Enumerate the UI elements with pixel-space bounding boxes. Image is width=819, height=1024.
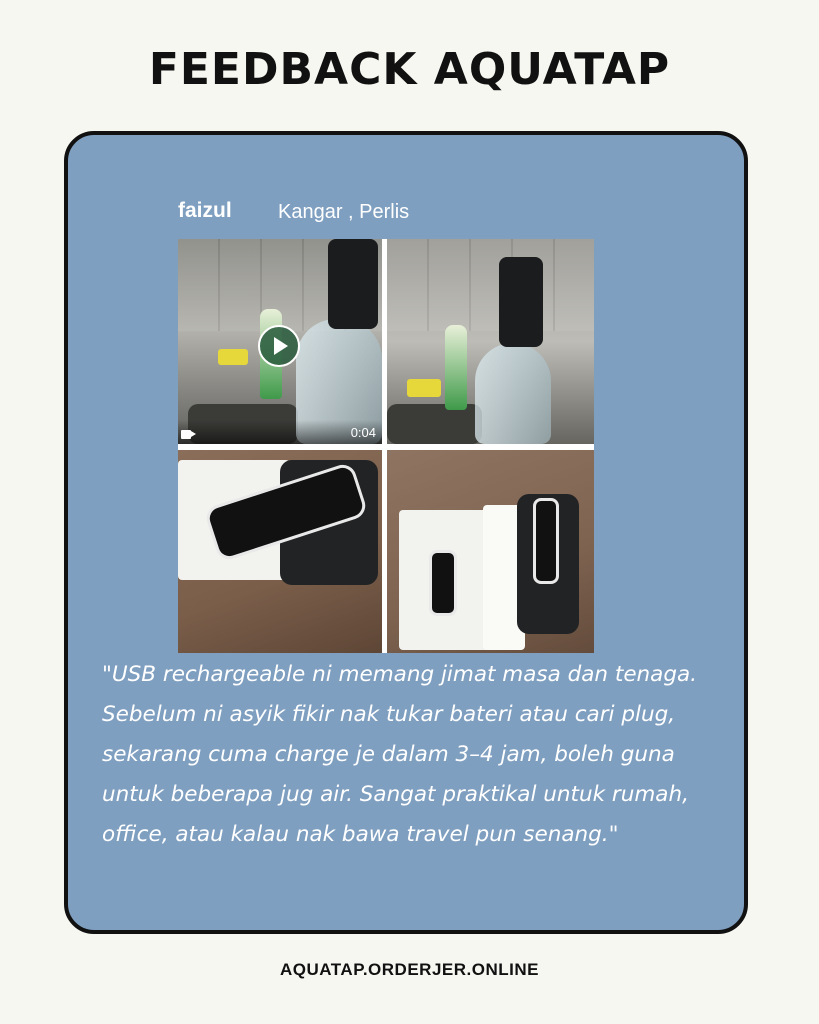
video-camera-icon: [181, 430, 191, 439]
review-card: [64, 131, 748, 934]
footer-website[interactable]: AQUATAP.ORDERJER.ONLINE: [280, 960, 539, 979]
review-location: Kangar , Perlis: [278, 201, 410, 223]
page-title: FEEDBACK AQUATAP: [148, 44, 671, 95]
review-photo-dispenser-on-bottle[interactable]: [387, 239, 594, 444]
review-photo-box-and-pump[interactable]: [387, 450, 594, 653]
video-bar: [178, 420, 382, 444]
review-photo-dispenser-closeup[interactable]: [178, 450, 382, 653]
photo-grid: [178, 239, 594, 653]
play-icon[interactable]: [258, 325, 300, 367]
review-author: faizul: [178, 199, 232, 222]
review-video-thumbnail[interactable]: [178, 239, 382, 444]
video-duration: 0:04: [350, 425, 376, 440]
review-quote: "USB rechargeable ni memang jimat masa dan tenaga. Sebelum ni asyik fikir nak tukar bateri atau cari plug, sekarang cuma charge je dalam 3–4 jam, boleh guna untuk beberapa jug air. Sangat praktikal untuk rumah, office, atau kalau nak bawa travel pun senang.": [102, 662, 698, 847]
